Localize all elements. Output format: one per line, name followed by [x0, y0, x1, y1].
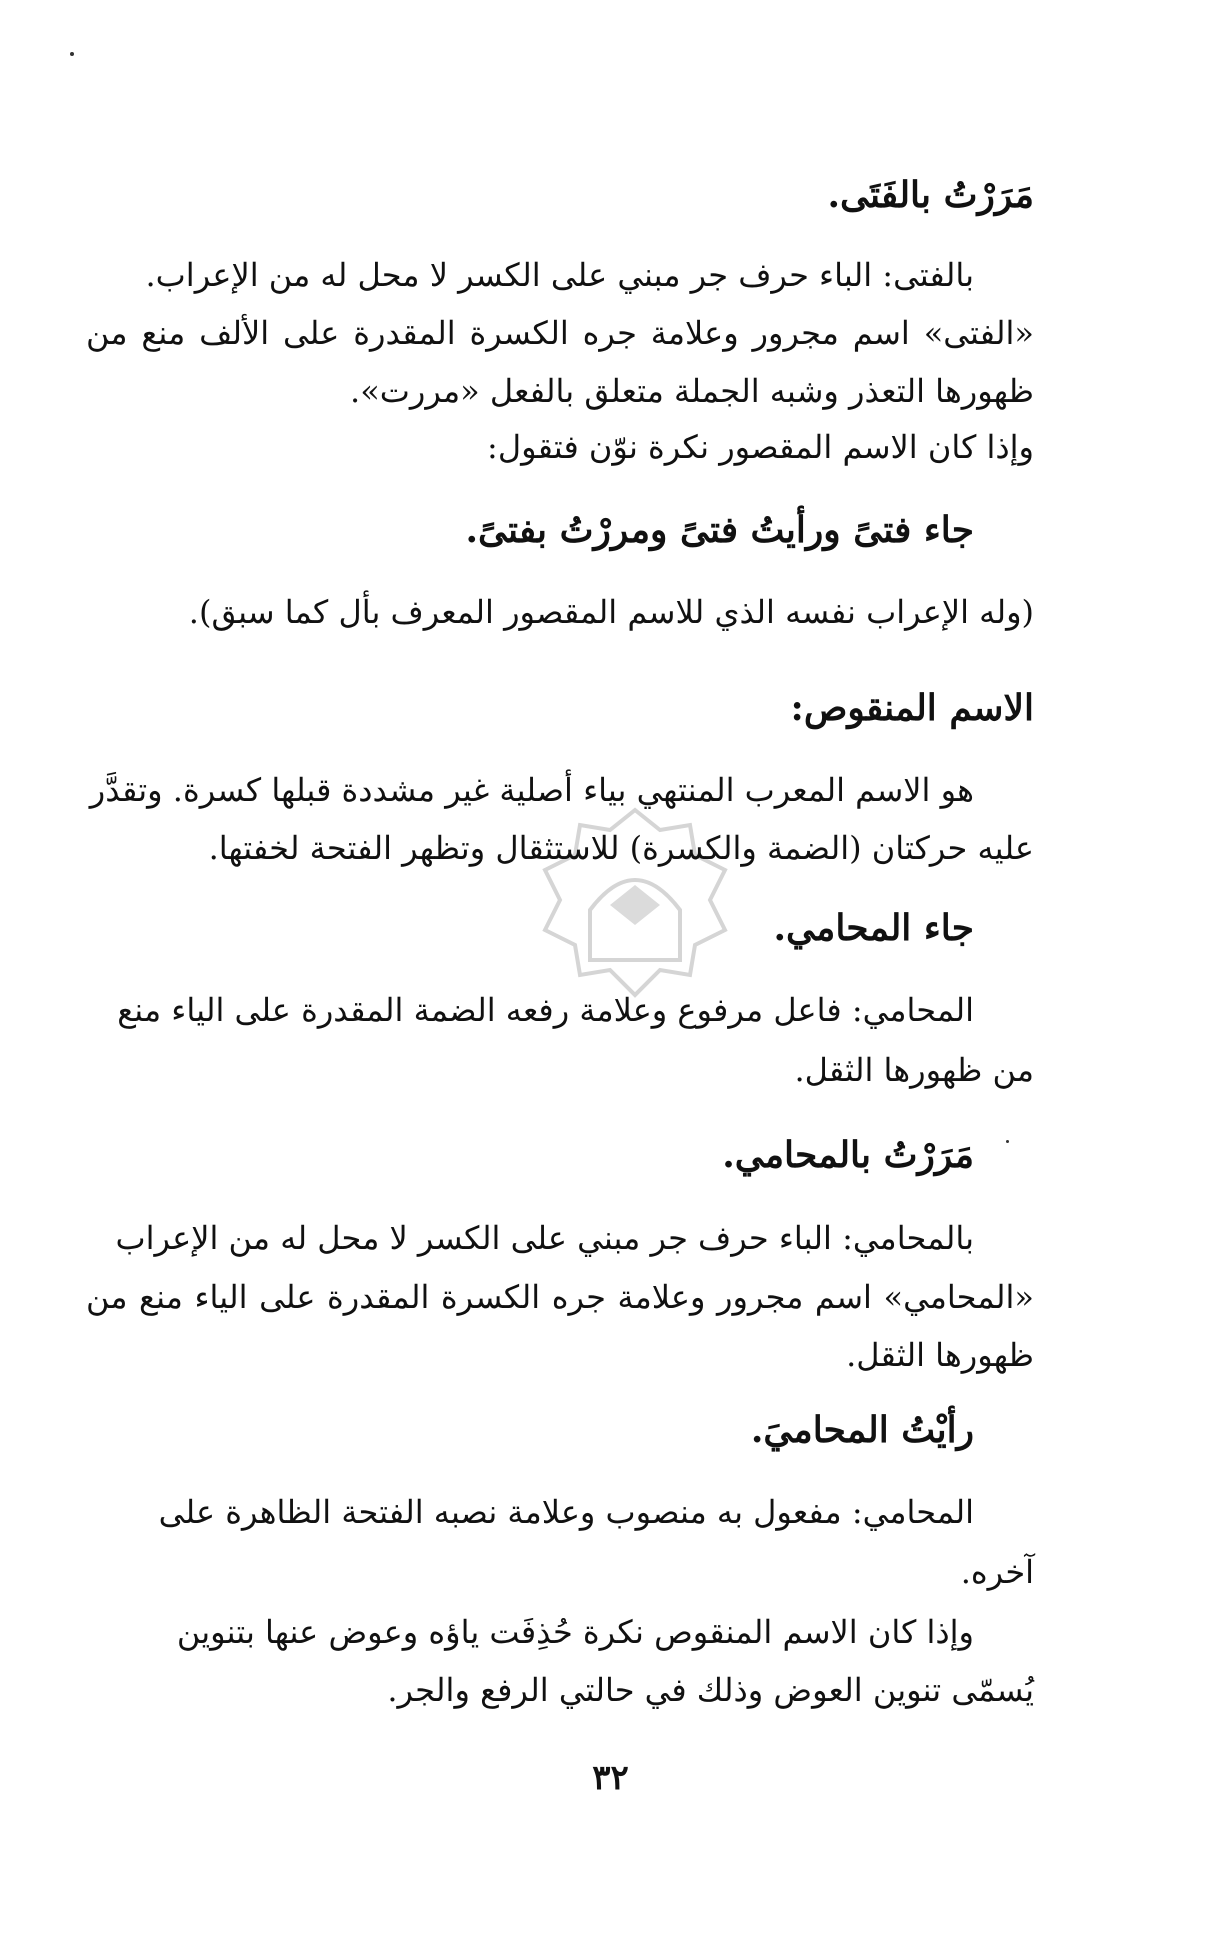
example-sentence-3: جاء المحامي.: [773, 907, 974, 949]
scan-speck: [1006, 1140, 1009, 1143]
section-heading: الاسم المنقوص:: [790, 687, 1034, 729]
paragraph-line: بالفتى: الباء حرف جر مبني على الكسر لا محل له من الإعراب.: [145, 256, 974, 294]
example-sentence-2: جاء فتىً ورأيتُ فتىً ومررْتُ بفتىً.: [465, 509, 974, 551]
scan-speck: [70, 52, 74, 56]
paragraph-line: المحامي: فاعل مرفوع وعلامة رفعه الضمة المقدرة على الياء منع: [117, 991, 974, 1029]
paragraph-line: عليه حركتان (الضمة والكسرة) للاستثقال وتظهر الفتحة لخفتها.: [208, 829, 1034, 867]
paragraph-line: «الفتى» اسم مجرور وعلامة جره الكسرة المقدرة على الألف منع من: [86, 314, 1034, 352]
paragraph-line: «المحامي» اسم مجرور وعلامة جره الكسرة المقدرة على الياء منع من: [86, 1278, 1034, 1316]
paragraph-line: ظهورها التعذر وشبه الجملة متعلق بالفعل «مررت».: [350, 372, 1034, 410]
paragraph-line: آخره.: [960, 1553, 1034, 1591]
paragraph-line: من ظهورها الثقل.: [794, 1051, 1034, 1089]
paragraph-line: وإذا كان الاسم المقصور نكرة نوّن فتقول:: [487, 428, 1034, 466]
paragraph-line: وإذا كان الاسم المنقوص نكرة حُذِفَت ياؤه وعوض عنها بتنوين: [176, 1613, 974, 1651]
page-number: ٣٢: [592, 1758, 629, 1798]
paragraph-line: ظهورها الثقل.: [846, 1336, 1034, 1374]
paragraph-line: هو الاسم المعرب المنتهي بياء أصلية غير مشددة قبلها كسرة. وتقدَّر: [89, 771, 974, 809]
paragraph-line: المحامي: مفعول به منصوب وعلامة نصبه الفتحة الظاهرة على: [158, 1493, 974, 1531]
note-line: (وله الإعراب نفسه الذي للاسم المقصور المعرف بأل كما سبق).: [188, 593, 1034, 631]
paragraph-line: يُسمّى تنوين العوض وذلك في حالتي الرفع والجر.: [387, 1671, 1034, 1709]
example-sentence-5: رأيْتُ المحاميَ.: [750, 1409, 974, 1451]
example-sentence-1: مَرَرْتُ بالفَتَى.: [827, 174, 1034, 216]
paragraph-line: بالمحامي: الباء حرف جر مبني على الكسر لا محل له من الإعراب: [115, 1219, 974, 1257]
example-sentence-4: مَرَرْتُ بالمحامي.: [722, 1134, 974, 1176]
